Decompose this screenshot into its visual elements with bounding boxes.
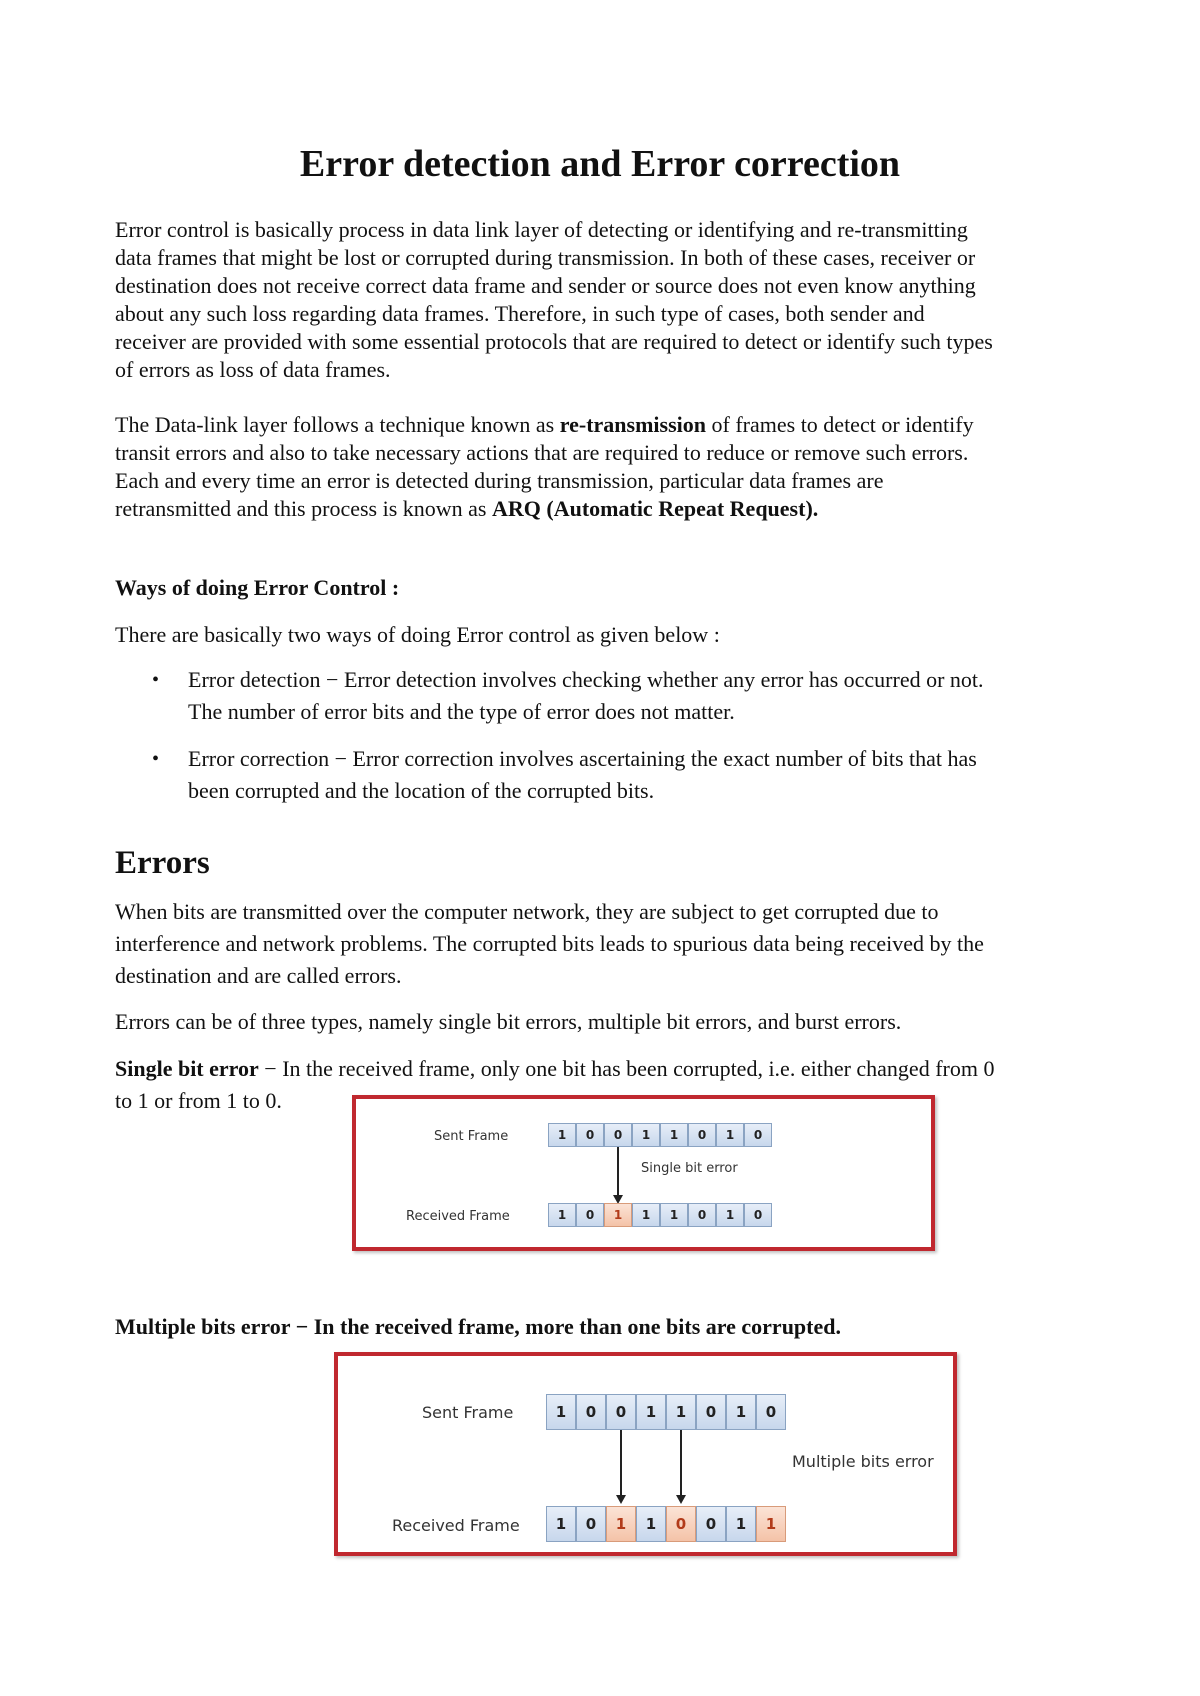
list-item-text [188, 743, 1088, 807]
bit-cell: 0 [696, 1394, 726, 1430]
bit-cell: 1 [660, 1123, 688, 1147]
received-frame-label: Received Frame [406, 1209, 510, 1224]
bit-cell: 1 [636, 1394, 666, 1430]
text-run: retransmitted and this process is known as [115, 496, 492, 521]
bold-term: re-transmission [559, 412, 707, 437]
arrow-down-icon [616, 1495, 626, 1504]
bit-cell-error: 0 [666, 1506, 696, 1542]
bullet-icon: • [152, 669, 160, 691]
bit-cell: 1 [660, 1203, 688, 1227]
bit-cell: 0 [696, 1506, 726, 1542]
sent-frame-label: Sent Frame [422, 1403, 514, 1422]
errors-line: interference and network problems. The corrupted bits leads to spurious data being received by the [115, 931, 984, 956]
retransmission-line [115, 495, 1095, 523]
intro-line: receiver are provided with some essential protocols that are required to detect or identify such types [115, 329, 993, 354]
sent-frame-bits [548, 1123, 772, 1147]
bit-cell: 1 [548, 1203, 576, 1227]
arrow-down-icon [676, 1495, 686, 1504]
arrow-line [680, 1430, 682, 1496]
errors-heading: Errors [115, 845, 210, 881]
bit-cell: 1 [666, 1394, 696, 1430]
intro-line: of errors as loss of data frames. [115, 357, 391, 382]
bit-cell: 0 [576, 1394, 606, 1430]
bold-term: ARQ (Automatic Repeat Request). [492, 496, 819, 521]
retransmission-line: transit errors and also to take necessary actions that are required to reduce or remove such errors. [115, 440, 969, 465]
retransmission-line: Each and every time an error is detected during transmission, particular data frames are [115, 468, 884, 493]
errors-paragraph [115, 896, 1095, 992]
text-run: of frames to detect or identify [706, 412, 974, 437]
errors-line: When bits are transmitted over the computer network, they are subject to get corrupted due to [115, 899, 939, 924]
retransmission-line [115, 411, 1095, 439]
intro-paragraph [115, 216, 1095, 384]
bold-term: Single bit error [115, 1056, 259, 1081]
bit-cell: 1 [726, 1394, 756, 1430]
list-line: been corrupted and the location of the corrupted bits. [188, 778, 655, 803]
bit-cell-error: 1 [756, 1506, 786, 1542]
errors-types: Errors can be of three types, namely single bit errors, multiple bit errors, and burst errors. [115, 1009, 902, 1034]
sent-frame-label: Sent Frame [434, 1129, 509, 1144]
ways-heading: Ways of doing Error Control : [115, 575, 400, 600]
bit-cell: 0 [576, 1506, 606, 1542]
bit-cell: 1 [548, 1123, 576, 1147]
bit-cell-error: 1 [606, 1506, 636, 1542]
page-title: Error detection and Error correction [299, 143, 901, 185]
bit-cell: 0 [606, 1394, 636, 1430]
bit-cell-error: 1 [604, 1203, 632, 1227]
text-run: The Data-link layer follows a technique known as [115, 412, 560, 437]
received-frame-bits [546, 1506, 786, 1542]
list-line: The number of error bits and the type of error does not matter. [188, 699, 735, 724]
intro-line: Error control is basically process in data link layer of detecting or identifying and re-transmitting [115, 217, 968, 242]
intro-line: destination does not receive correct data frame and sender or source does not even know anything [115, 273, 976, 298]
received-frame-label: Received Frame [392, 1516, 520, 1535]
bit-cell: 1 [636, 1506, 666, 1542]
single-bit-error-note: Single bit error [641, 1161, 738, 1176]
bit-cell: 1 [632, 1203, 660, 1227]
single-bit-line: to 1 or from 1 to 0. [115, 1088, 282, 1113]
bit-cell: 1 [716, 1123, 744, 1147]
errors-line: destination and are called errors. [115, 963, 402, 988]
bit-cell: 0 [756, 1394, 786, 1430]
list-item-text [188, 664, 1088, 728]
bit-cell: 1 [726, 1506, 756, 1542]
multiple-bits-error-diagram [334, 1352, 957, 1556]
arrow-line [620, 1430, 622, 1496]
retransmission-paragraph [115, 411, 1095, 523]
list-line: Error correction − Error correction involves ascertaining the exact number of bits that has [188, 746, 977, 771]
bit-cell: 1 [716, 1203, 744, 1227]
bit-cell: 0 [744, 1123, 772, 1147]
list-line: Error detection − Error detection involves checking whether any error has occurred or not. [188, 667, 984, 692]
bit-cell: 0 [688, 1203, 716, 1227]
bit-cell: 0 [576, 1123, 604, 1147]
multiple-bits-heading [115, 1313, 1095, 1341]
bit-cell: 0 [604, 1123, 632, 1147]
bit-cell: 0 [576, 1203, 604, 1227]
bit-cell: 0 [744, 1203, 772, 1227]
bit-cell: 0 [688, 1123, 716, 1147]
received-frame-bits [548, 1203, 772, 1227]
intro-line: data frames that might be lost or corrupted during transmission. In both of these cases, receiver or [115, 245, 976, 270]
bold-term: Multiple bits error − In the received frame, more than one bits are corrupted. [115, 1314, 841, 1339]
single-bit-line [115, 1053, 1095, 1085]
bullet-icon: • [152, 748, 160, 770]
arrow-line [617, 1147, 619, 1197]
bit-cell: 1 [546, 1394, 576, 1430]
bit-cell: 1 [546, 1506, 576, 1542]
intro-line: about any such loss regarding data frames. Therefore, in such type of cases, both sender and [115, 301, 925, 326]
multiple-bits-error-note: Multiple bits error [792, 1452, 934, 1471]
sent-frame-bits [546, 1394, 786, 1430]
bit-cell: 1 [632, 1123, 660, 1147]
ways-intro: There are basically two ways of doing Error control as given below : [115, 622, 720, 647]
single-bit-error-diagram [352, 1095, 935, 1251]
text-run: − In the received frame, only one bit has been corrupted, i.e. either changed from 0 [258, 1056, 995, 1081]
